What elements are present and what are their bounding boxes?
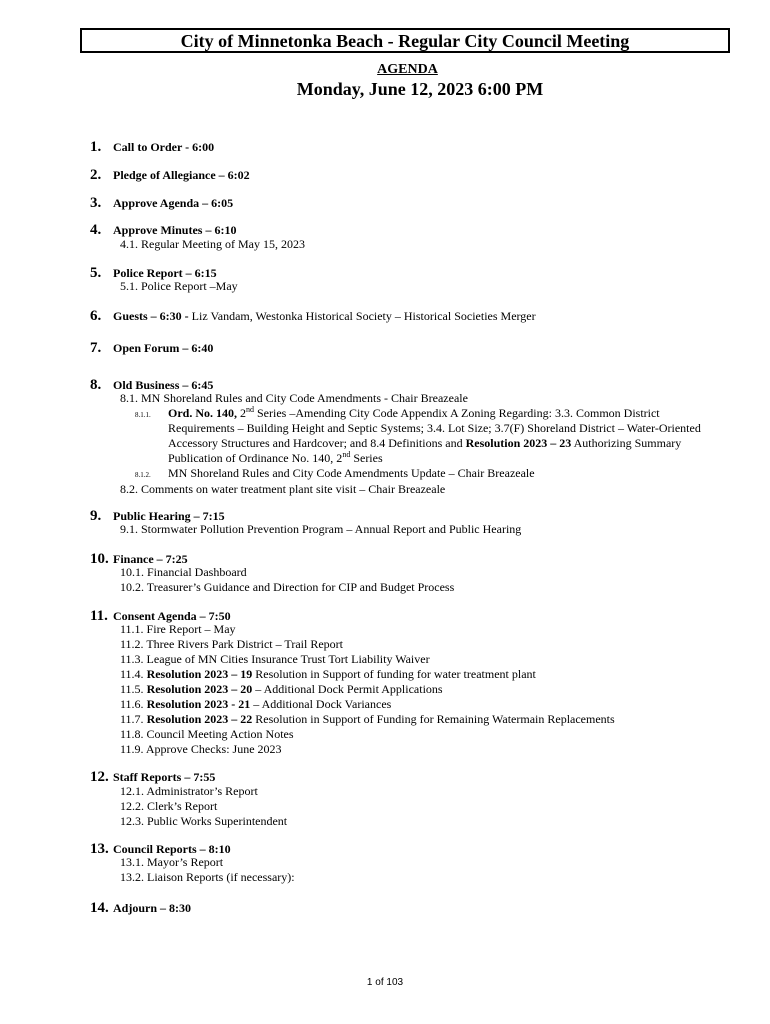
agenda-item	[90, 899, 730, 917]
ordinal-suffix: nd	[342, 450, 351, 459]
item-number: 3.	[90, 195, 102, 211]
sub-item: 12.2. Clerk’s Report	[120, 799, 218, 813]
agenda-item	[90, 507, 730, 536]
agenda-item	[90, 768, 730, 828]
agenda-item	[90, 550, 730, 594]
item-title: Guests – 6:30 -	[113, 309, 189, 323]
sub-item: 12.3. Public Works Superintendent	[120, 814, 288, 828]
item-number: 11.	[90, 608, 108, 624]
resolution-number: Resolution 2023 – 20	[146, 682, 253, 696]
item-number: 4.	[90, 222, 102, 238]
ordinal-suffix: nd	[246, 405, 254, 414]
sub-item: 11.9. Approve Checks: June 2023	[120, 742, 282, 756]
sub-item: 11.1. Fire Report – May	[120, 622, 236, 636]
resolution-number: Resolution 2023 - 21	[146, 697, 251, 711]
agenda-label: AGENDA	[377, 62, 438, 77]
item-title: Staff Reports – 7:55	[113, 770, 216, 784]
meeting-title: City of Minnetonka Beach - Regular City Council Meeting	[80, 28, 730, 53]
sub-sub-number: 8.1.2.	[135, 471, 151, 479]
item-detail: Liz Vandam, Westonka Historical Society – Historical Societies Merger	[188, 309, 536, 323]
resolution-description: Authorizing Summary Publication of Ordinance No. 140, 2	[168, 436, 682, 465]
agenda-item	[90, 221, 730, 251]
sub-sub-number: 8.1.1.	[135, 411, 151, 419]
agenda-item	[90, 376, 730, 496]
item-title: Council Reports – 8:10	[113, 842, 231, 856]
sub-item: 11.3. League of MN Cities Insurance Trust Tort Liability Waiver	[120, 652, 430, 666]
item-number: 10.	[90, 551, 109, 567]
agenda-item	[90, 607, 730, 756]
item-title: Pledge of Allegiance – 6:02	[113, 168, 250, 182]
item-title: Finance – 7:25	[113, 552, 188, 566]
ordinance-description: Series –Amending City Code Appendix A Zoning Regarding: 3.3. Common District Requirements – Building Height and Septic Systems; 3.4. Lot Size; 3.7(F) Shoreland District – Water-Oriented Accessory Structures and Hardcover; and 8.4 Definitions and	[168, 406, 701, 450]
agenda-item	[90, 194, 730, 212]
sub-item: 13.1. Mayor’s Report	[120, 855, 224, 869]
sub-item: 11.2. Three Rivers Park District – Trail Report	[120, 637, 343, 651]
item-number: 2.	[90, 167, 102, 183]
sub-sub-item	[135, 466, 720, 481]
sub-item: 11.5. Resolution 2023 – 20 – Additional Dock Permit Applications	[120, 682, 443, 696]
item-number: 12.	[90, 769, 109, 785]
resolution-number: Resolution 2023 – 19	[146, 667, 253, 681]
agenda-item	[90, 166, 730, 184]
item-number: 5.	[90, 265, 102, 281]
sub-sub-text: MN Shoreland Rules and City Code Amendments Update – Chair Breazeale	[168, 466, 535, 480]
sub-item: 9.1. Stormwater Pollution Prevention Program – Annual Report and Public Hearing	[120, 522, 522, 536]
item-number: 9.	[90, 508, 102, 524]
sub-item: 11.8. Council Meeting Action Notes	[120, 727, 294, 741]
resolution-number: Resolution 2023 – 23	[465, 436, 572, 450]
sub-item: 13.2. Liaison Reports (if necessary):	[120, 870, 295, 884]
item-number: 14.	[90, 900, 109, 916]
sub-item: 8.2. Comments on water treatment plant site visit – Chair Breazeale	[120, 482, 446, 496]
item-number: 6.	[90, 308, 102, 324]
meeting-date: Monday, June 12, 2023 6:00 PM	[296, 79, 544, 99]
sub-sub-item	[135, 406, 720, 466]
sub-item: 11.6. Resolution 2023 - 21 – Additional Dock Variances	[120, 697, 392, 711]
item-number: 8.	[90, 377, 102, 393]
agenda-item	[90, 264, 730, 293]
agenda-item	[90, 339, 730, 357]
item-number: 1.	[90, 139, 102, 155]
item-title: Call to Order - 6:00	[113, 140, 215, 154]
item-title: Consent Agenda – 7:50	[113, 609, 231, 623]
item-number: 7.	[90, 340, 102, 356]
item-title: Public Hearing – 7:15	[113, 509, 225, 523]
agenda-item	[90, 840, 730, 884]
series-number: 2	[237, 406, 246, 420]
sub-item: 8.1. MN Shoreland Rules and City Code Amendments - Chair Breazeale	[120, 391, 468, 405]
item-title: Police Report – 6:15	[113, 266, 217, 280]
item-number: 13.	[90, 841, 109, 857]
sub-item: 12.1. Administrator’s Report	[120, 784, 258, 798]
item-title: Approve Minutes – 6:10	[113, 223, 237, 237]
sub-item: 4.1. Regular Meeting of May 15, 2023	[120, 237, 305, 251]
sub-item: 10.1. Financial Dashboard	[120, 565, 247, 579]
page-number: 1 of 103	[366, 977, 404, 988]
ordinance-number: Ord. No. 140,	[168, 406, 237, 420]
sub-item: 11.7. Resolution 2023 – 22 Resolution in Support of Funding for Remaining Watermain Replacements	[120, 712, 615, 726]
item-title: Old Business – 6:45	[113, 378, 214, 392]
resolution-number: Resolution 2023 – 22	[146, 712, 253, 726]
sub-item: 5.1. Police Report –May	[120, 279, 238, 293]
series-label: Series	[350, 451, 383, 465]
sub-item: 11.4. Resolution 2023 – 19 Resolution in Support of funding for water treatment plant	[120, 667, 536, 681]
item-title: Adjourn – 8:30	[113, 901, 192, 915]
agenda-item	[90, 138, 730, 156]
agenda-item	[90, 307, 730, 325]
sub-item: 10.2. Treasurer’s Guidance and Direction for CIP and Budget Process	[120, 580, 455, 594]
item-title: Open Forum – 6:40	[113, 341, 214, 355]
item-title: Approve Agenda – 6:05	[113, 196, 234, 210]
